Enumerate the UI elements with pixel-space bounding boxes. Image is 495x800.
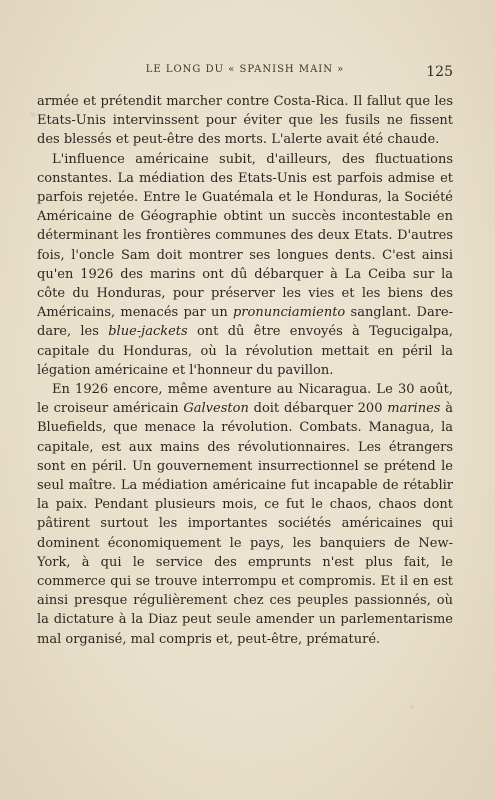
italic-pronunciamiento: pronunciamiento [232, 305, 346, 321]
italic-blue-jackets: blue-jackets [108, 324, 188, 340]
body-text [37, 92, 453, 649]
paragraph-1-text: armée et prétendit marcher contre Costa-Rica. Il fallut que les Etats-Unis intervinssent pour éviter que les fusils ne fissent des blessés et peut-être des morts. L'alerte avait été chaude. [37, 94, 453, 148]
paragraph-2-text-c: ont dû être envoyés à Tegucigalpa, capitale du Honduras, où la révolution mettait en péril la légation américaine et l'honneur du pavillon. [37, 324, 453, 378]
paragraph-2-text-a: L'influence américaine subit, d'ailleurs, des fluctuations constantes. La médiation des Etats-Unis est parfois admise et parfois rejetée. Entre le Guatémala et le Honduras, la Société Américaine de Géographie obtint un succès incontestable en déterminant les frontières communes des deux Etats. D'autres fois, l'oncle Sam doit montrer ses longues dents. C'est ainsi qu'en 1926 des marins ont dû débarquer à La Ceiba sur la côte du Honduras, pour préserver les vies et les biens des Américains, menacés par un [37, 151, 453, 321]
page-header [37, 64, 453, 80]
page-number: 125 [426, 64, 453, 80]
italic-galveston: Galveston [183, 401, 249, 417]
paragraph-3-text-c: à Bluefields, que menace la révolution. Combats. Managua, la capitale, est aux mains des révolutionnaires. Les étrangers sont en péril. Un gouvernement insurrectionnel se prétend le seul maître. La médiation américaine fut incapable de rétablir la paix. Pendant plusieurs mois, ce fut le chaos, chaos dont pâtirent surtout les importantes sociétés américaines qui dominent économiquement le pays, les banquiers de New-York, à qui le service des emprunts n'est plus fait, le commerce qui se trouve interrompu et compromis. Et il en est ainsi presque régulièrement chez ces peuples passionnés, où la dictature à la Diaz peut seule amender un parlementarisme mal organisé, mal compris et, peut-être, prématuré. [37, 401, 453, 647]
italic-marines: marines [387, 401, 441, 417]
paragraph-1 [37, 92, 453, 150]
paper-stain [410, 705, 414, 709]
paragraph-2 [37, 150, 453, 380]
paragraph-2-text-b: sanglant. Dare-dare, les [37, 305, 453, 340]
paper-stain [30, 112, 35, 117]
paragraph-3-text-b: doit débarquer 200 [248, 401, 388, 417]
running-title: LE LONG DU « SPANISH MAIN » [145, 64, 345, 75]
paragraph-3-text-a: En 1926 encore, même aventure au Nicaragua. Le 30 août, le croiseur américain [37, 382, 453, 417]
paragraph-3 [37, 380, 453, 649]
